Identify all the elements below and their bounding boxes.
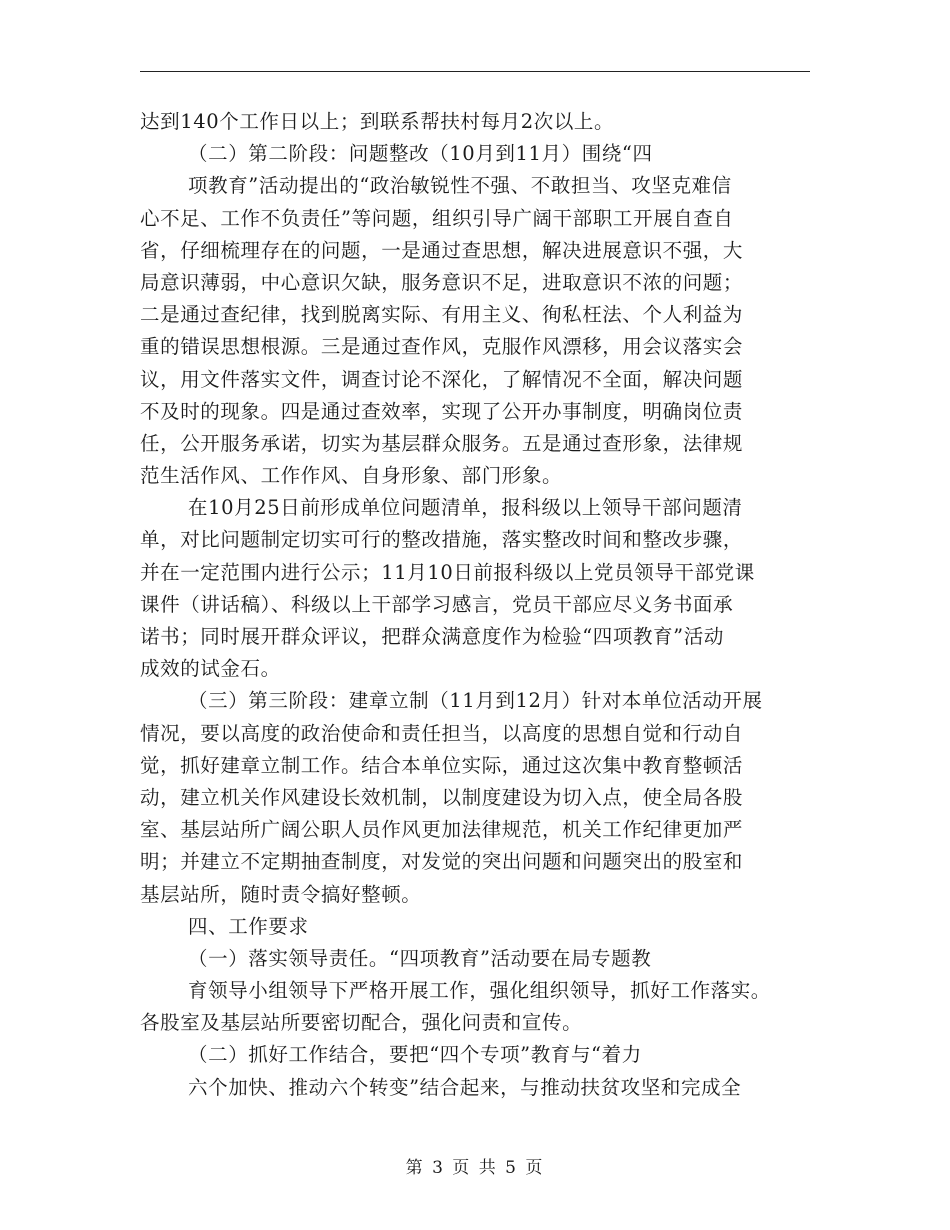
text-line: 各股室及基层站所要密切配合，强化问责和宣传。	[140, 1011, 583, 1035]
header-rule	[140, 71, 810, 72]
text-line: 动，建立机关作风建设长效机制，以制度建设为切入点，使全局各股	[140, 785, 744, 809]
text-line: 诺书；同时展开群众评议，把群众满意度作为检验“四项教育”活动	[140, 625, 724, 648]
text-line: 达到140个工作日以上；到联系帮扶村每月2次以上。	[140, 110, 615, 133]
text-line: 局意识薄弱，中心意识欠缺，服务意识不足，进取意识不浓的问题；	[140, 270, 744, 294]
text-line: （一）落实领导责任。“四项教育”活动要在局专题教	[188, 946, 652, 970]
text-line: 育领导小组领导下严格开展工作，强化组织领导，抓好工作落实。	[188, 979, 771, 1003]
text-line: 单，对比问题制定切实可行的整改措施，落实整改时间和整改步骤，	[140, 528, 744, 552]
text-line: 明；并建立不定期抽查制度，对发觉的突出问题和问题突出的股室和	[140, 850, 744, 874]
text-line: 在10月25日前形成单位问题清单，报科级以上领导干部问题清	[188, 496, 743, 520]
page-footer: 第 3 页 共 5 页	[405, 1158, 545, 1178]
text-line: 重的错误思想根源。三是通过查作风，克服作风漂移，用会议落实会	[140, 335, 744, 359]
text-line: （三）第三阶段：建章立制（11月到12月）针对本单位活动开展	[188, 689, 763, 713]
text-line: 成效的试金石。	[140, 657, 281, 681]
text-line: 省，仔细梳理存在的问题，一是通过查思想，解决进展意识不强，大	[140, 238, 744, 262]
text-line: （二）抓好工作结合，要把“四个专项”教育与“着力	[188, 1043, 642, 1067]
text-line: 室、基层站所广阔公职人员作风更加法律规范，机关工作纪律更加严	[140, 818, 744, 842]
text-line: 课件（讲话稿）、科级以上干部学习感言，党员干部应尽义务书面承	[140, 592, 734, 616]
text-line: 基层站所，随时责令搞好整顿。	[140, 882, 422, 906]
text-line: 觉，抓好建章立制工作。结合本单位实际，通过这次集中教育整顿活	[140, 753, 744, 777]
text-line: 范生活作风、工作作风、自身形象、部门形象。	[140, 464, 563, 488]
text-line: 不及时的现象。四是通过查效率，实现了公开办事制度，明确岗位责	[140, 399, 744, 423]
text-line: 任，公开服务承诺，切实为基层群众服务。五是通过查形象，法律规	[140, 431, 744, 455]
document-body	[140, 106, 810, 1104]
text-line: 心不足、工作不负责任”等问题，组织引导广阔干部职工开展自查自	[140, 206, 734, 230]
text-line: 四、工作要求	[188, 914, 309, 938]
text-line: 议，用文件落实文件，调查讨论不深化，了解情况不全面，解决问题	[140, 367, 744, 391]
text-line: 并在一定范围内进行公示；11月10日前报科级以上党员领导干部党课	[140, 560, 755, 584]
text-line: 二是通过查纪律，找到脱离实际、有用主义、徇私枉法、个人利益为	[140, 303, 744, 327]
text-line: （二）第二阶段：问题整改（10月到11月）围绕“四	[188, 142, 653, 166]
text-line: 六个加快、推动六个转变”结合起来，与推动扶贫攻坚和完成全	[188, 1075, 742, 1099]
text-line: 项教育”活动提出的“政治敏锐性不强、不敢担当、攻坚克难信	[188, 174, 732, 198]
text-line: 情况，要以高度的政治使命和责任担当，以高度的思想自觉和行动自	[140, 721, 744, 745]
